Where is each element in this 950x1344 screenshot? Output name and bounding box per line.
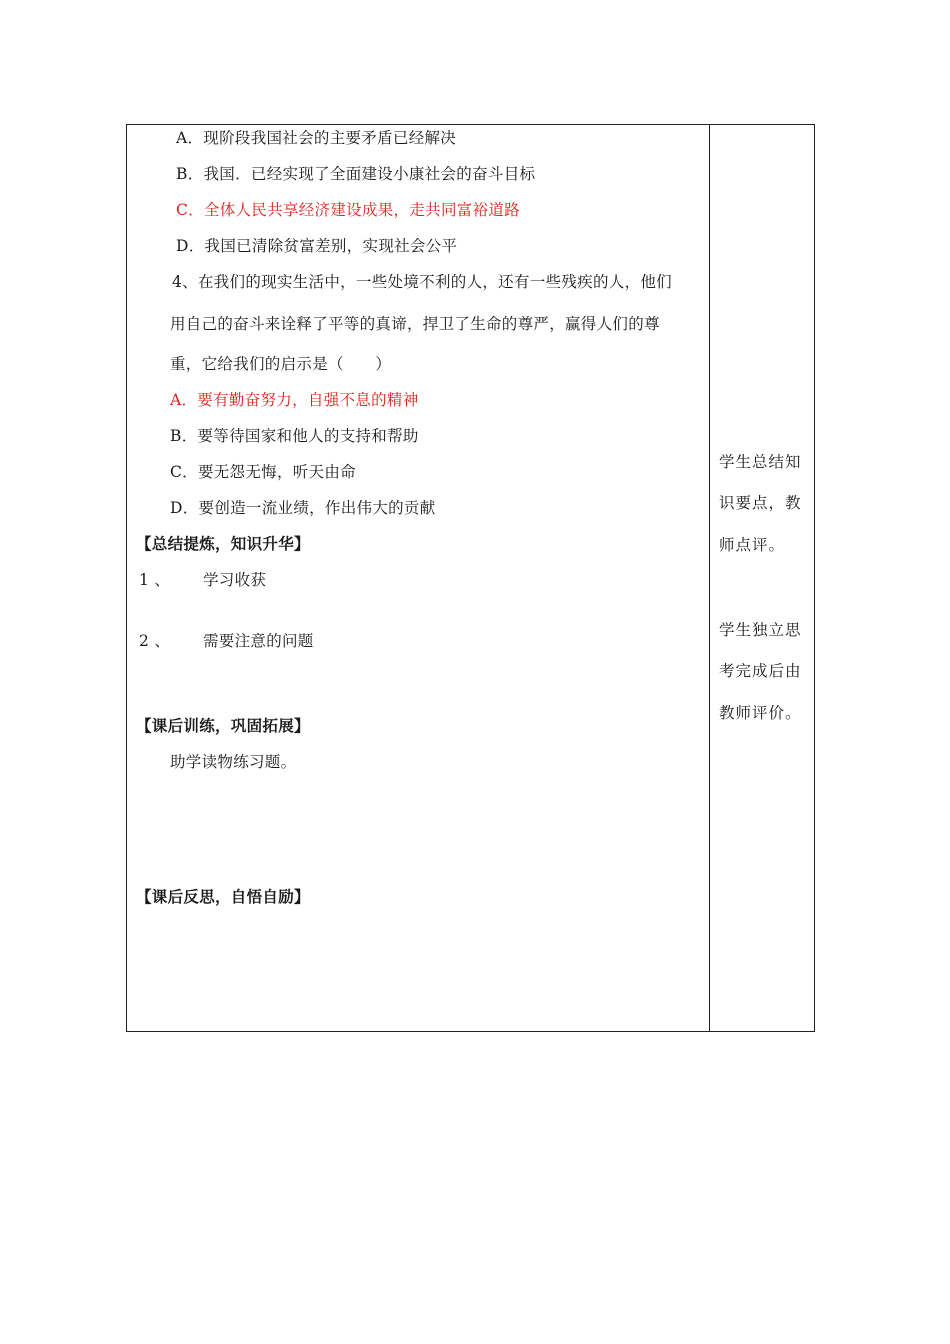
summary-item-1-text: 学习收获 xyxy=(203,571,267,589)
q4-stem-line-1: 4、在我们的现实生活中，一些处境不利的人，还有一些残疾的人，他们 xyxy=(172,273,672,291)
side-note-2-line-2: 考完成后由 xyxy=(719,662,802,680)
practice-text: 助学读物练习题。 xyxy=(170,753,297,771)
side-note-2-line-1: 学生独立思 xyxy=(719,621,802,639)
q3-option-c-answer: C．全体人民共享经济建设成果，走共同富裕道路 xyxy=(176,201,520,219)
q4-option-b: B．要等待国家和他人的支持和帮助 xyxy=(170,427,419,445)
q4-option-d: D．要创造一流业绩，作出伟大的贡献 xyxy=(170,499,436,517)
column-divider xyxy=(709,124,710,1032)
reflection-heading: 【课后反思，自悟自励】 xyxy=(136,887,310,906)
q3-option-a: A．现阶段我国社会的主要矛盾已经解决 xyxy=(176,129,457,147)
q4-stem-line-3: 重，它给我们的启示是（ ） xyxy=(170,355,392,373)
summary-item-2-number: 2 、 xyxy=(139,632,171,650)
summary-heading: 【总结提炼，知识升华】 xyxy=(136,534,310,553)
q4-option-a-answer: A．要有勤奋努力，自强不息的精神 xyxy=(170,391,419,409)
summary-item-2-text: 需要注意的问题 xyxy=(203,632,314,650)
side-note-2-line-3: 教师评价。 xyxy=(719,704,802,722)
q4-stem-line-2: 用自己的奋斗来诠释了平等的真谛，捍卫了生命的尊严，赢得人们的尊 xyxy=(170,315,660,333)
side-note-1-line-3: 师点评。 xyxy=(719,536,786,554)
side-note-1-line-2: 识要点，教 xyxy=(719,494,802,512)
practice-heading: 【课后训练，巩固拓展】 xyxy=(136,716,310,735)
q3-option-b: B．我国．已经实现了全面建设小康社会的奋斗目标 xyxy=(176,165,536,183)
side-note-1-line-1: 学生总结知 xyxy=(719,453,802,471)
summary-item-1-number: 1 、 xyxy=(139,571,171,589)
q3-option-d: D．我国已清除贫富差别，实现社会公平 xyxy=(176,237,458,255)
q4-option-c: C．要无怨无悔，听天由命 xyxy=(170,463,356,481)
